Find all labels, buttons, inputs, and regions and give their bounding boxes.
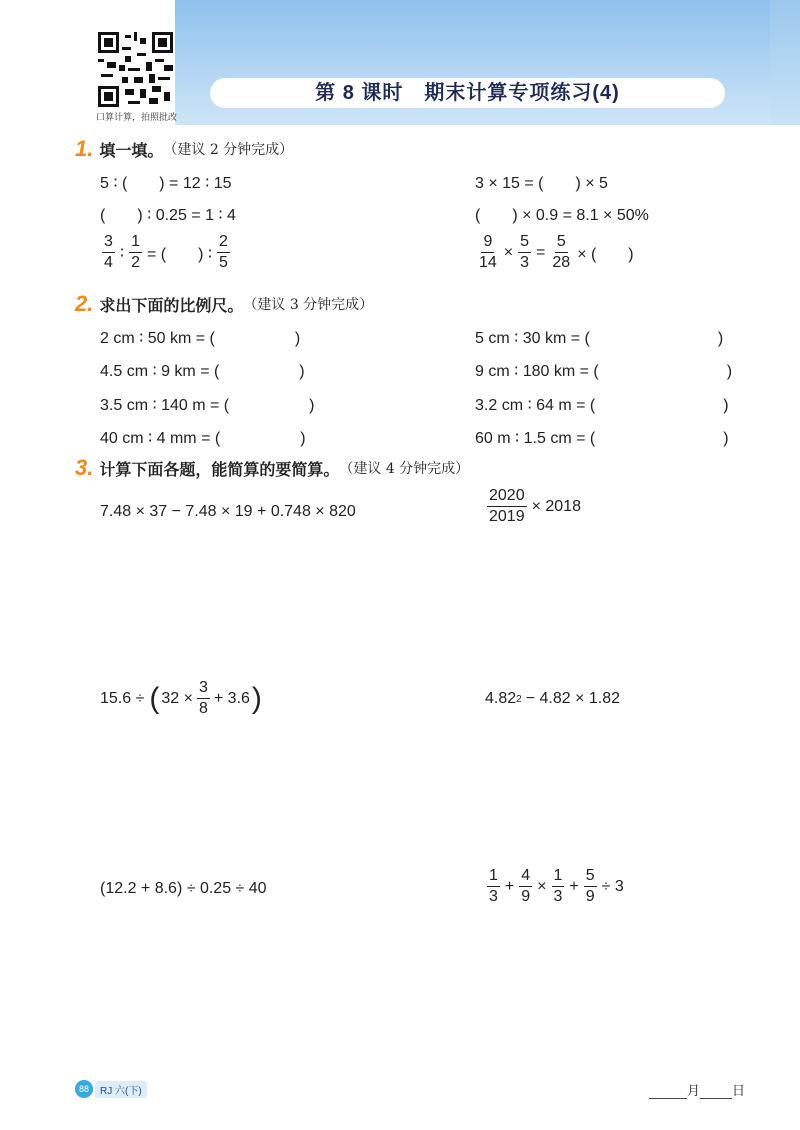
page-badge <box>75 1080 147 1098</box>
side-strip <box>770 0 800 125</box>
qr-code-icon[interactable] <box>98 32 173 107</box>
q1-heading <box>75 136 293 162</box>
q2-item: 5 cm ∶ 30 km = ( ) <box>475 330 724 347</box>
q3-problem-1: 7.48 × 37 − 7.48 × 19 + 0.748 × 820 <box>100 503 356 520</box>
q2-item: 4.5 cm ∶ 9 km = ( ) <box>100 363 305 380</box>
q2-item: 9 cm ∶ 180 km = ( ) <box>475 363 733 380</box>
q3-label: 计算下面各题，能简算的要简算。 <box>99 461 340 479</box>
q2-item: 3.2 cm ∶ 64 m = ( ) <box>475 397 729 414</box>
q1-note: （建议 2 分钟完成） <box>163 142 294 158</box>
fraction: $\frac{5}{9}$ <box>585 867 595 905</box>
q3-note: （建议 4 分钟完成） <box>339 461 470 477</box>
date-line <box>649 1080 745 1099</box>
q1-number: 1. <box>75 136 94 161</box>
grade-label: RJ 六(下) <box>95 1081 147 1098</box>
q2-item: 3.5 cm ∶ 140 m = ( ) <box>100 397 315 414</box>
q3-problem-4: 4.82 2 − 4.82 × 1.82 <box>485 690 621 707</box>
fraction: $\frac{1}{3}$ <box>489 867 498 905</box>
fraction: $\frac{3}{4}$ <box>104 233 113 271</box>
fraction: $\frac{2020}{2019}$ <box>489 487 525 525</box>
day-blank[interactable] <box>700 1084 732 1099</box>
month-blank[interactable] <box>649 1084 687 1099</box>
fraction: $\frac{1}{3}$ <box>553 867 563 905</box>
q1-item-c: ( ) ∶ 0.25 = 1 ∶ 4 <box>100 207 236 224</box>
q2-note: （建议 3 分钟完成） <box>243 297 374 313</box>
q3-number: 3. <box>75 455 94 480</box>
page-title: 第 8 课时 期末计算专项练习(4) <box>210 78 725 108</box>
fraction: $\frac{2}{5}$ <box>219 233 228 271</box>
fraction: $\frac{9}{14}$ <box>479 233 497 271</box>
q1-item-f: $\frac{9}{14}$ × $\frac{5}{3}$ = $\frac{5}{28}$ × ( ) <box>479 233 634 271</box>
fraction: $\frac{1}{2}$ <box>131 233 140 271</box>
q2-number: 2. <box>75 291 94 316</box>
q2-item: 60 m ∶ 1.5 cm = ( ) <box>475 430 729 447</box>
q1-item-a: 5 ∶ ( ) = 12 ∶ 15 <box>100 175 232 192</box>
q3-problem-6: $\frac{1}{3}$ + $\frac{4}{9}$ × $\frac{1}{3}$ + $\frac{5}{9}$ ÷ 3 <box>489 867 624 905</box>
page-number: 88 <box>75 1080 93 1098</box>
q1-item-b: 3 × 15 = ( ) × 5 <box>475 175 608 192</box>
qr-caption: 口算计算，拍照批改 <box>96 112 178 122</box>
day-label: 日 <box>731 1083 745 1098</box>
q3-problem-3: 15.6 ÷ ( 32 × $\frac{3}{8}$ + 3.6 ) <box>100 679 262 717</box>
fraction: $\frac{4}{9}$ <box>521 867 531 905</box>
q2-label: 求出下面的比例尺。 <box>99 297 244 315</box>
q2-item: 40 cm ∶ 4 mm = ( ) <box>100 430 306 447</box>
q2-heading <box>75 291 373 317</box>
q1-item-d: ( ) × 0.9 = 8.1 × 50% <box>475 207 649 224</box>
month-label: 月 <box>686 1083 700 1098</box>
q1-item-e: $\frac{3}{4}$ ∶ $\frac{1}{2}$ = ( ) ∶ $\frac{2}{5}$ <box>104 233 228 271</box>
q3-heading <box>75 455 469 481</box>
fraction: $\frac{3}{8}$ <box>198 679 208 717</box>
fraction: $\frac{5}{3}$ <box>520 233 530 271</box>
q3-problem-2: $\frac{2020}{2019}$ × 2018 <box>489 487 581 525</box>
fraction: $\frac{5}{28}$ <box>552 233 571 271</box>
q2-item: 2 cm ∶ 50 km = ( ) <box>100 330 301 347</box>
q1-label: 填一填。 <box>99 142 164 160</box>
q3-problem-5: (12.2 + 8.6) ÷ 0.25 ÷ 40 <box>100 880 267 897</box>
